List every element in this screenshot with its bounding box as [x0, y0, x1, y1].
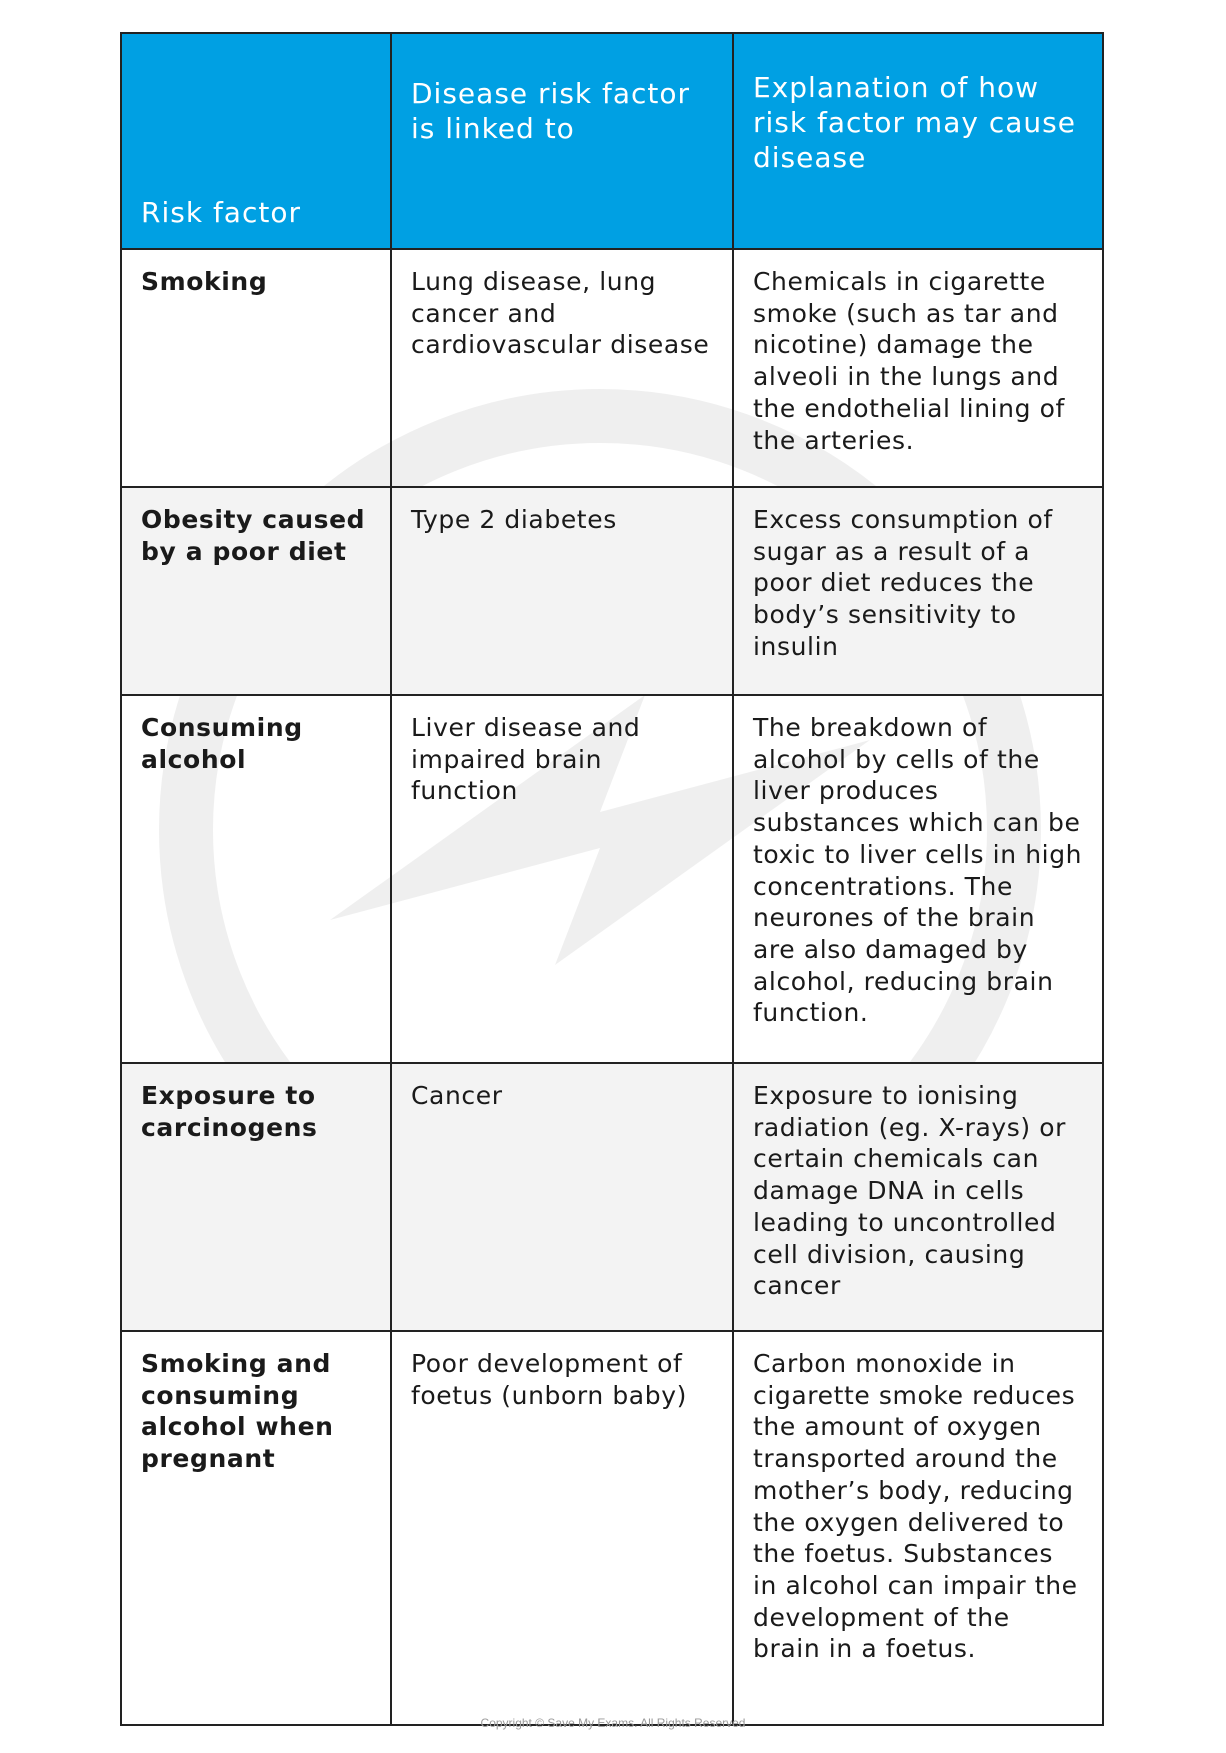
explanation-cell: Chemicals in cigarette smoke (such as tar and nicotine) damage the alveoli in the lungs and the endothelial lining of the arteries. [733, 249, 1103, 487]
risk-factor-table [120, 32, 1104, 1726]
risk-factor-cell: Obesity caused by a poor diet [121, 487, 391, 695]
disease-cell: Liver disease and impaired brain function [391, 695, 733, 1063]
disease-cell: Type 2 diabetes [391, 487, 733, 695]
explanation-cell: Excess consumption of sugar as a result of a poor diet reduces the body’s sensitivity to insulin [733, 487, 1103, 695]
risk-factor-cell: Consuming alcohol [121, 695, 391, 1063]
table-row [121, 695, 1103, 1063]
explanation-cell: Exposure to ionising radiation (eg. X-rays) or certain chemicals can damage DNA in cells leading to uncontrolled cell division, causing cancer [733, 1063, 1103, 1331]
copyright-footer: Copyright © Save My Exams. All Rights Reserved [480, 1716, 746, 1730]
table-row [121, 249, 1103, 487]
risk-factor-cell: Exposure to carcinogens [121, 1063, 391, 1331]
table-row [121, 487, 1103, 695]
table-row [121, 1331, 1103, 1725]
disease-cell: Poor development of foetus (unborn baby) [391, 1331, 733, 1725]
table-row [121, 1063, 1103, 1331]
header-disease: Disease risk factor is linked to [391, 33, 733, 249]
table-header-row [121, 33, 1103, 249]
disease-cell: Lung disease, lung cancer and cardiovascular disease [391, 249, 733, 487]
explanation-cell: Carbon monoxide in cigarette smoke reduces the amount of oxygen transported around the mother’s body, reducing the oxygen delivered to the foetus. Substances in alcohol can impair the development of the brain in a foetus. [733, 1331, 1103, 1725]
header-explanation: Explanation of how risk factor may cause disease [733, 33, 1103, 249]
disease-cell: Cancer [391, 1063, 733, 1331]
explanation-cell: The breakdown of alcohol by cells of the liver produces substances which can be toxic to liver cells in high concentrations. The neurones of the brain are also damaged by alcohol, reducing brain function. [733, 695, 1103, 1063]
risk-factor-cell: Smoking and consuming alcohol when pregnant [121, 1331, 391, 1725]
header-risk-factor: Risk factor [121, 33, 391, 249]
risk-factor-cell: Smoking [121, 249, 391, 487]
